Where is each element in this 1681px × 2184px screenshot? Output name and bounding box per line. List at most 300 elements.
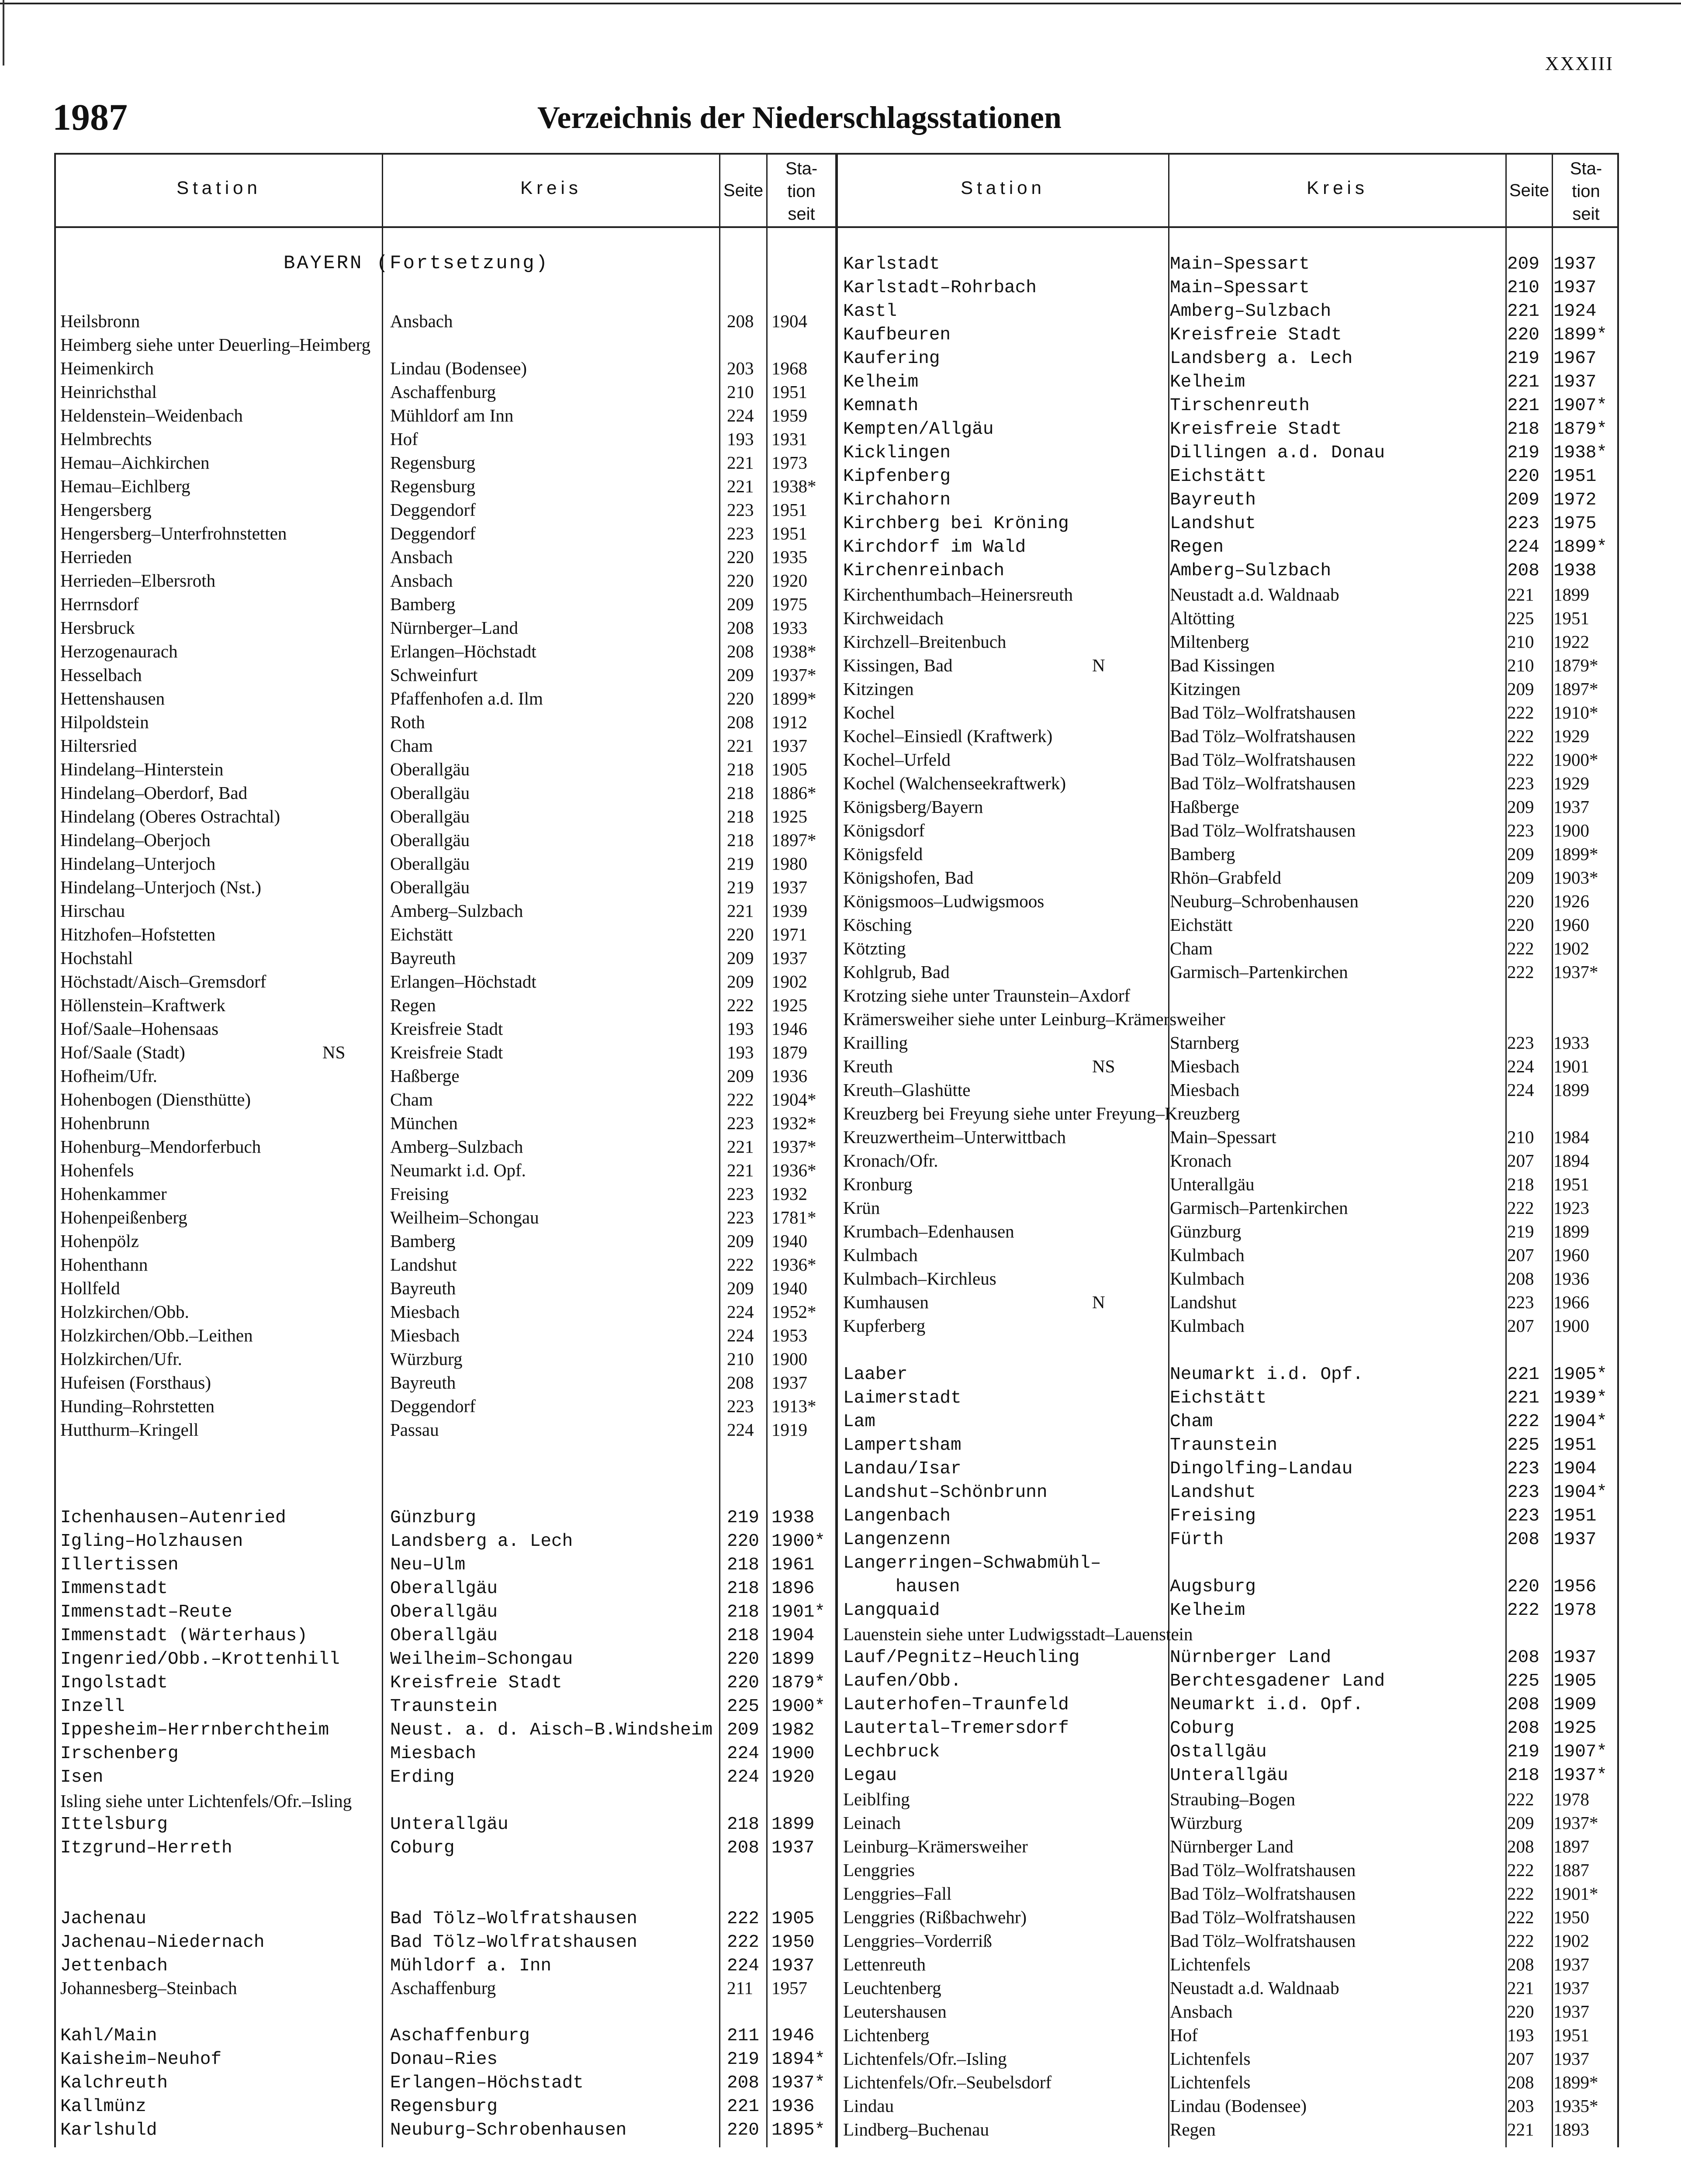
table-row: [839, 1054, 1619, 1078]
table-row: [56, 946, 837, 970]
kreis-name: Bad Tölz–Wolfratshausen: [390, 1932, 637, 1952]
page-ref: 209: [1507, 490, 1539, 510]
page-ref: 222: [1507, 1931, 1534, 1951]
page-ref: 220: [1507, 325, 1539, 345]
kreis-name: Dillingen a.d. Donau: [1170, 443, 1385, 463]
page-ref: 224: [727, 405, 754, 425]
page-ref: 219: [1507, 349, 1539, 369]
table-row: [839, 1007, 1619, 1031]
table-row: [56, 1111, 837, 1135]
since-year: 1975: [1553, 514, 1597, 534]
page-ref: 219: [1507, 443, 1539, 463]
kreis-name: Hof: [1170, 2025, 1198, 2045]
page-ref: 220: [727, 688, 754, 708]
station-name: Hilpoldstein: [60, 712, 149, 732]
since-year: 1929: [1553, 726, 1589, 746]
table-row: [56, 1418, 837, 1441]
kreis-name: Landshut: [1170, 1482, 1256, 1503]
since-year: 1937: [771, 948, 807, 968]
station-name: Lindau: [843, 2096, 894, 2116]
since-year: 1940: [771, 1278, 807, 1298]
since-year: 1900*: [771, 1697, 826, 1717]
kreis-name: Amberg–Sulzbach: [1170, 301, 1332, 321]
table-row: [839, 913, 1619, 936]
page-ref: 220: [727, 1531, 759, 1552]
page-ref: 222: [1507, 962, 1534, 982]
since-year: 1937*: [1553, 962, 1598, 982]
since-year: 1894: [1553, 1151, 1589, 1171]
station-name: Kochel: [843, 702, 895, 722]
kreis-name: Kreisfreie Stadt: [390, 1673, 562, 1693]
since-year: 1937: [1553, 2049, 1589, 2069]
table-row: [839, 252, 1619, 276]
since-year: 1968: [771, 358, 807, 378]
station-name: Helmbrechts: [60, 429, 152, 449]
station-name: Kirchberg bei Kröning: [843, 514, 1069, 534]
since-year: 1897*: [771, 830, 816, 850]
page-ref: 220: [727, 1673, 759, 1693]
table-row: [839, 2118, 1619, 2141]
since-year: 1902: [771, 971, 807, 992]
page-ref: 224: [1507, 1056, 1534, 1076]
kreis-name: Bad Tölz–Wolfratshausen: [1170, 773, 1356, 793]
kreis-name: Regen: [390, 995, 436, 1015]
page-ref: 219: [727, 2049, 759, 2070]
station-name: Kemnath: [843, 396, 919, 416]
station-name: Hengersberg: [60, 500, 152, 520]
station-name: Kronburg: [843, 1174, 913, 1194]
kreis-name: Deggendorf: [390, 500, 476, 520]
table-row: [56, 1017, 837, 1040]
page-ref: 223: [727, 1184, 754, 1204]
since-year: 1904*: [1553, 1482, 1608, 1503]
kreis-name: Freising: [390, 1184, 449, 1204]
station-name: Langquaid: [843, 1600, 940, 1621]
table-row: [839, 536, 1619, 559]
page-ref: 220: [727, 2120, 759, 2140]
kreis-name: Bad Tölz–Wolfratshausen: [1170, 1860, 1356, 1880]
table-row: [56, 993, 837, 1017]
since-year: 1904*: [1553, 1412, 1608, 1432]
station-name: Karlstadt–Rohrbach: [843, 278, 1037, 298]
kreis-name: Miesbach: [1170, 1056, 1240, 1076]
kreis-name: Altötting: [1170, 608, 1235, 628]
page-ref: 218: [727, 1602, 759, 1622]
page-ref: 209: [1507, 679, 1534, 699]
page-ref: 208: [1507, 1268, 1534, 1289]
since-year: 1937: [771, 1838, 815, 1858]
table-row: [56, 639, 837, 663]
page-ref: 209: [1507, 797, 1534, 817]
kreis-name: Bad Tölz–Wolfratshausen: [1170, 750, 1356, 770]
kreis-name: Landshut: [1170, 514, 1256, 534]
page-ref: 219: [727, 877, 754, 897]
kreis-name: Oberallgäu: [390, 806, 470, 826]
table-row: [839, 1078, 1619, 1102]
kreis-name: Bad Tölz–Wolfratshausen: [1170, 726, 1356, 746]
page-ref: 220: [727, 547, 754, 567]
table-row: [56, 1718, 837, 1742]
table-row: [839, 512, 1619, 536]
page-ref: 218: [727, 1626, 759, 1646]
kreis-name: Oberallgäu: [390, 830, 470, 850]
page-ref: 221: [1507, 1365, 1539, 1385]
station-name: Krämersweiher siehe unter Leinburg–Krämersweiher: [843, 1009, 1225, 1029]
page-ref: 222: [727, 1932, 759, 1952]
station-name: Königshofen, Bad: [843, 867, 974, 888]
since-year: 1900: [771, 1744, 815, 1764]
station-name: Kaisheim–Neuhof: [60, 2049, 222, 2070]
table-row: [56, 1553, 837, 1577]
header-kreis: Kreis: [1307, 177, 1368, 198]
kreis-name: Mühldorf am Inn: [390, 405, 514, 425]
since-year: 1935*: [1553, 2096, 1598, 2116]
station-name: Hindelang–Oberjoch: [60, 830, 211, 850]
since-year: 1978: [1553, 1789, 1589, 1809]
page-ref: 222: [727, 995, 754, 1015]
since-year: 1980: [771, 854, 807, 874]
kreis-name: Würzburg: [390, 1349, 463, 1369]
table-row: [56, 1347, 837, 1371]
kreis-name: Weilheim–Schongau: [390, 1207, 539, 1227]
kreis-name: Eichstätt: [1170, 467, 1267, 487]
page-ref: 221: [1507, 1978, 1534, 1998]
table-row: [839, 1528, 1619, 1552]
kreis-name: Bad Tölz–Wolfratshausen: [1170, 1907, 1356, 1927]
since-year: 1929: [1553, 773, 1589, 793]
since-year: 1924: [1553, 301, 1597, 321]
page-ref: 218: [727, 1555, 759, 1575]
page-ref: 223: [727, 1207, 754, 1227]
kreis-name: Neustadt a.d. Waldnaab: [1170, 1978, 1339, 1998]
kreis-name: Weilheim–Schongau: [390, 1649, 573, 1669]
table-row: [839, 653, 1619, 677]
page-ref: 223: [1507, 820, 1534, 840]
station-name: Kösching: [843, 915, 912, 935]
kreis-name: Garmisch–Partenkirchen: [1170, 962, 1348, 982]
station-name: Krotzing siehe unter Traunstein–Axdorf: [843, 985, 1131, 1006]
page-ref: 209: [727, 1231, 754, 1251]
table-row: [56, 427, 837, 451]
table-row: [56, 404, 837, 427]
table-row: [839, 771, 1619, 795]
page-ref: 224: [727, 1767, 759, 1787]
kreis-name: Kitzingen: [1170, 679, 1241, 699]
since-year: 1901*: [1553, 1883, 1598, 1904]
kreis-name: Miesbach: [1170, 1080, 1240, 1100]
station-name: Kreuzwertheim–Unterwittbach: [843, 1127, 1066, 1147]
since-year: 1950: [771, 1932, 815, 1952]
station-name: Königsberg/Bayern: [843, 797, 983, 817]
kreis-name: Bamberg: [1170, 844, 1235, 864]
station-name: Lenggries: [843, 1860, 915, 1880]
table-row: [56, 2071, 837, 2095]
page-ref: 222: [1507, 726, 1534, 746]
kreis-name: Amberg–Sulzbach: [390, 901, 523, 921]
table-row: [839, 1149, 1619, 1172]
kreis-name: Erlangen–Höchstadt: [390, 2073, 584, 2093]
kreis-name: Bayreuth: [1170, 490, 1256, 510]
table-row: [839, 1196, 1619, 1220]
since-year: 1901: [1553, 1056, 1589, 1076]
kreis-name: Donau–Ries: [390, 2049, 498, 2070]
since-year: 1901*: [771, 1602, 826, 1622]
since-year: 1899: [1553, 1080, 1589, 1100]
page-ref: 208: [1507, 1648, 1539, 1668]
station-name: Lindberg–Buchenau: [843, 2119, 989, 2139]
table-row: [839, 1363, 1619, 1386]
since-year: 1904*: [771, 1089, 816, 1109]
kreis-name: Ansbach: [1170, 2001, 1233, 2022]
since-year: 1937: [1553, 1530, 1597, 1550]
table-row: [839, 677, 1619, 701]
since-year: 1984: [1553, 1127, 1589, 1147]
page-ref: 219: [1507, 1221, 1534, 1241]
table-row: [839, 488, 1619, 512]
station-name: Hohenbogen (Diensthütte): [60, 1089, 251, 1109]
page-ref: 222: [727, 1089, 754, 1109]
kreis-name: Lichtenfels: [1170, 2049, 1251, 2069]
header-seit-3: seit: [1572, 204, 1600, 224]
kreis-name: Miesbach: [390, 1325, 460, 1345]
station-name: Hohenkammer: [60, 1184, 167, 1204]
table-row: [839, 1410, 1619, 1434]
since-year: 1933: [771, 618, 807, 638]
station-name: Johannesberg–Steinbach: [60, 1978, 237, 1998]
page-ref: 218: [727, 1579, 759, 1599]
station-name: Lam: [843, 1412, 875, 1432]
table-row: [839, 936, 1619, 960]
table-row: [839, 347, 1619, 370]
table-row: [839, 1929, 1619, 1952]
kreis-name: Garmisch–Partenkirchen: [1170, 1198, 1348, 1218]
station-name: Hengersberg–Unterfrohnstetten: [60, 523, 287, 543]
page-ref: 207: [1507, 1316, 1534, 1336]
since-year: 1960: [1553, 1245, 1589, 1265]
table-row: [839, 2047, 1619, 2070]
table-row: [839, 1504, 1619, 1528]
table-row: [839, 1031, 1619, 1054]
station-name: Lauf/Pegnitz–Heuchling: [843, 1648, 1080, 1668]
station-name: Inzell: [60, 1697, 125, 1717]
table-row: [56, 1229, 837, 1253]
page-ref: 220: [1507, 2001, 1534, 2022]
page-ref: 222: [1507, 1198, 1534, 1218]
since-year: 1920: [771, 1767, 815, 1787]
page-ref: 221: [727, 1160, 754, 1180]
table-row: [839, 960, 1619, 984]
table-row: [839, 795, 1619, 819]
station-name: Kulmbach: [843, 1245, 918, 1265]
since-year: 1926: [1553, 891, 1589, 911]
since-year: 1879*: [771, 1673, 826, 1693]
table-row: [56, 781, 837, 805]
station-name: Langenbach: [843, 1506, 951, 1526]
page-ref: 222: [1507, 750, 1534, 770]
station-name: Herrnsdorf: [60, 594, 139, 614]
page-ref: 208: [1507, 1836, 1534, 1856]
since-year: 1939*: [1553, 1388, 1608, 1408]
page-ref: 208: [727, 1838, 759, 1858]
station-name: Höchstadt/Aisch–Gremsdorf: [60, 971, 266, 992]
since-year: 1895*: [771, 2120, 826, 2140]
station-name: Kipfenberg: [843, 467, 951, 487]
since-year: 1971: [771, 924, 807, 944]
kreis-name: Coburg: [1170, 1718, 1235, 1738]
station-name: Hohenthann: [60, 1254, 148, 1275]
table-row: [56, 2095, 837, 2118]
station-name: Lichtenfels/Ofr.–Seubelsdorf: [843, 2072, 1052, 2092]
kreis-name: Berchtesgadener Land: [1170, 1671, 1385, 1691]
kreis-name: Haßberge: [1170, 797, 1239, 817]
since-year: 1951: [1553, 1174, 1589, 1194]
header-seite: Seite: [723, 181, 764, 200]
since-year: 1900: [771, 1349, 807, 1369]
table-row: [839, 2070, 1619, 2094]
table-row: [56, 687, 837, 710]
page-ref: 220: [727, 1649, 759, 1669]
page-ref: 222: [1507, 1907, 1534, 1927]
kreis-name: Eichstätt: [1170, 1388, 1267, 1408]
kreis-name: Deggendorf: [390, 1396, 476, 1416]
kreis-name: Landsberg a. Lech: [390, 1531, 573, 1552]
since-year: 1902: [1553, 1931, 1589, 1951]
table-row: [839, 748, 1619, 771]
kreis-name: Regen: [1170, 2119, 1216, 2139]
station-name: Lenggries–Vorderriß: [843, 1931, 992, 1951]
kreis-name: Bad Tölz–Wolfratshausen: [1170, 820, 1356, 840]
station-name: Heilsbronn: [60, 311, 140, 331]
table-row: [839, 1102, 1619, 1125]
since-year: 1910*: [1553, 702, 1598, 722]
since-year: 1951: [771, 500, 807, 520]
header-seit-3: seit: [788, 204, 815, 224]
station-name: Heldenstein–Weidenbach: [60, 405, 243, 425]
kreis-name: Miesbach: [390, 1302, 460, 1322]
table-row: [839, 1267, 1619, 1290]
page-ref: 223: [727, 1113, 754, 1133]
page-ref: 225: [1507, 1671, 1539, 1691]
table-row: [56, 356, 837, 380]
since-year: 1953: [771, 1325, 807, 1345]
since-year: 1937: [1553, 278, 1597, 298]
page-ref: 221: [1507, 1388, 1539, 1408]
page-ref: 211: [727, 2026, 759, 2046]
station-name: Hollfeld: [60, 1278, 120, 1298]
table-row: [839, 1811, 1619, 1835]
page-ref: 207: [1507, 1245, 1534, 1265]
table-row: [56, 875, 837, 899]
kreis-name: Oberallgäu: [390, 759, 470, 779]
kreis-name: Neu–Ulm: [390, 1555, 466, 1575]
since-year: 1978: [1553, 1600, 1597, 1621]
page-ref: 209: [727, 594, 754, 614]
kreis-name: Passau: [390, 1420, 439, 1440]
since-year: 1961: [771, 1555, 815, 1575]
station-name: Hohenpeißenberg: [60, 1207, 187, 1227]
station-name: Karlshuld: [60, 2120, 157, 2140]
table-row: [839, 394, 1619, 418]
station-name: Kohlgrub, Bad: [843, 962, 950, 982]
station-name: Hutthurm–Kringell: [60, 1420, 199, 1440]
page-ref: 218: [727, 1814, 759, 1835]
page-ref: 211: [727, 1978, 753, 1998]
table-row: [839, 1693, 1619, 1717]
since-year: 1937: [1553, 372, 1597, 392]
page-ref: 208: [1507, 1695, 1539, 1715]
table-row: [839, 1434, 1619, 1457]
page-ref: 207: [1507, 2049, 1534, 2069]
kreis-name: Unterallgäu: [390, 1814, 508, 1835]
table-row: [839, 441, 1619, 465]
kreis-name: Bad Tölz–Wolfratshausen: [1170, 1883, 1356, 1904]
since-year: 1920: [771, 570, 807, 591]
table-row: [839, 1952, 1619, 1976]
page-ref: 221: [727, 901, 754, 921]
since-year: 1894*: [771, 2049, 826, 2070]
station-name: Hof/Saale–Hohensaas: [60, 1019, 219, 1039]
kreis-name: Neumarkt i.d. Opf.: [1170, 1695, 1363, 1715]
since-year: 1937: [1553, 797, 1589, 817]
page-ref: 209: [727, 665, 754, 685]
table-row: [56, 1371, 837, 1394]
station-name: Lampertsham: [843, 1435, 962, 1455]
page-ref: 224: [727, 1744, 759, 1764]
since-year: 1925: [771, 806, 807, 826]
page-ref: 225: [727, 1697, 759, 1717]
since-year: 1936*: [771, 1254, 816, 1275]
station-name: Jachenau: [60, 1909, 146, 1929]
page-ref: 219: [727, 1508, 759, 1528]
station-name: Hindelang (Oberes Ostrachtal): [60, 806, 280, 826]
page-ref: 223: [1507, 1459, 1539, 1479]
since-year: 1899: [1553, 1221, 1589, 1241]
since-year: 1905: [771, 759, 807, 779]
kreis-name: Schweinfurt: [390, 665, 478, 685]
since-year: 1951: [1553, 467, 1597, 487]
kreis-name: Kelheim: [1170, 372, 1245, 392]
table-row: [839, 1764, 1619, 1787]
since-year: 1932*: [771, 1113, 816, 1133]
since-year: 1937*: [1553, 1766, 1608, 1786]
table-row: [56, 1530, 837, 1553]
since-year: 1951: [771, 523, 807, 543]
page-ref: 218: [1507, 1174, 1534, 1194]
table-row: [839, 2094, 1619, 2118]
page-ref: 193: [727, 1019, 754, 1039]
table-row: [839, 630, 1619, 653]
page-ref: 210: [1507, 632, 1534, 652]
page-ref: 222: [1507, 938, 1534, 958]
header-seit-2: tion: [1572, 182, 1600, 201]
table-row: [839, 1717, 1619, 1740]
since-year: 1903*: [1553, 867, 1598, 888]
kreis-name: Unterallgäu: [1170, 1174, 1255, 1194]
station-name: Krailling: [843, 1033, 908, 1053]
table-row: [56, 710, 837, 734]
station-name: Illertissen: [60, 1555, 179, 1575]
station-name: Lauterhofen–Traunfeld: [843, 1695, 1069, 1715]
since-year: 1936: [771, 2097, 815, 2117]
since-year: 1781*: [771, 1207, 816, 1227]
table-row: [56, 569, 837, 592]
station-name: Lenggries (Rißbachwehr): [843, 1907, 1027, 1927]
station-name: Hohenbrunn: [60, 1113, 150, 1133]
page-ref: 208: [727, 618, 754, 638]
since-year: 1899: [1553, 584, 1589, 605]
station-name: Kreuth: [843, 1056, 893, 1076]
kreis-name: Dingolfing–Landau: [1170, 1459, 1353, 1479]
